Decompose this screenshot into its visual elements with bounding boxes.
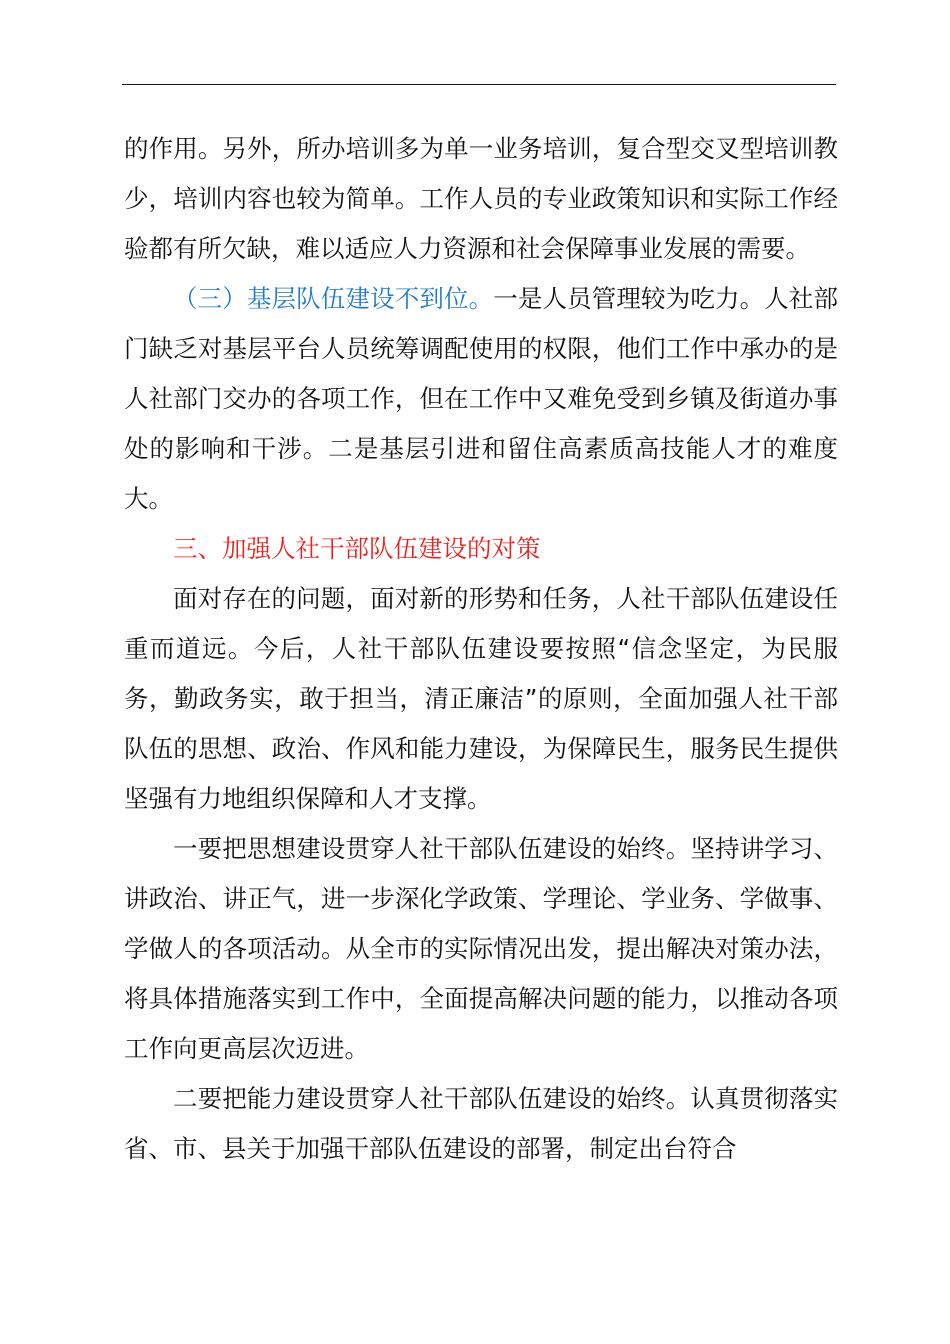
paragraph-text: 面对存在的问题，面对新的形势和任务，人社干部队伍建设任重而道远。今后，人社干部队伍建设要按照“信念坚定，为民服务，勤政务实，敢于担当，清正廉洁”的原则，全面加强人社干部队伍的思想、政治、作风和能力建设，为保障民生，服务民生提供坚强有力地组织保障和人才支撑。 xyxy=(124,584,838,813)
paragraph-overview xyxy=(124,574,838,824)
paragraph-text: 二要把能力建设贯穿人社干部队伍建设的始终。认真贯彻落实省、市、县关于加强干部队伍建设的部署，制定出台符合 xyxy=(124,1084,838,1163)
header-rule xyxy=(122,84,836,85)
paragraph-grassroots-team xyxy=(124,274,838,524)
paragraph-ideological-building xyxy=(124,824,838,1074)
paragraph-text: 一要把思想建设贯穿人社干部队伍建设的始终。坚持讲学习、讲政治、讲正气，进一步深化学政策、学理论、学业务、学做事、学做人的各项活动。从全市的实际情况出发，提出解决对策办法，将具体措施落实到工作中，全面提高解决问题的能力，以推动各项工作向更高层次迈进。 xyxy=(124,834,838,1063)
section-title-countermeasures xyxy=(124,524,838,574)
paragraph-training-continuation xyxy=(124,124,838,274)
paragraph-text: 一是人员管理较为吃力。人社部门缺乏对基层平台人员统筹调配使用的权限，他们工作中承办的是人社部门交办的各项工作，但在工作中又难免受到乡镇及街道办事处的影响和干涉。二是基层引进和留住高素质高技能人才的难度大。 xyxy=(124,284,838,513)
paragraph-capacity-building xyxy=(124,1074,838,1174)
paragraph-text: 的作用。另外，所办培训多为单一业务培训，复合型交叉型培训教少，培训内容也较为简单。工作人员的专业政策知识和实际工作经验都有所欠缺，难以适应人力资源和社会保障事业发展的需要。 xyxy=(124,134,838,263)
subheading-grassroots: （三）基层队伍建设不到位。 xyxy=(173,284,494,313)
document-body xyxy=(124,124,838,1174)
section-title-text: 三、加强人社干部队伍建设的对策 xyxy=(173,534,541,563)
